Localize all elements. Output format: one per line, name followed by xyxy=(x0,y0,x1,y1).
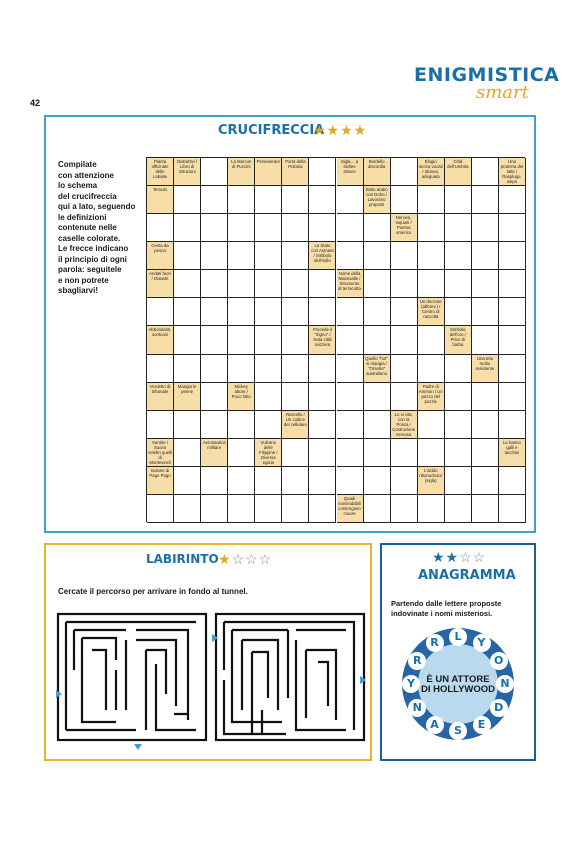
clue-text: Precede il "Signo" / Nota città svizzera xyxy=(312,327,332,348)
anagram-letter: L xyxy=(449,628,467,646)
clue-text: Una tela molto resistente xyxy=(475,355,495,371)
clue-text: Le hanno galli e tacchini xyxy=(502,439,521,455)
clue-text: Sentire / Suono celebri quelli di Monteverdi xyxy=(148,439,172,465)
answer-cell[interactable] xyxy=(255,298,282,326)
answer-cell[interactable] xyxy=(174,495,201,523)
answer-cell[interactable] xyxy=(201,158,228,186)
answer-cell[interactable] xyxy=(364,411,391,439)
answer-cell[interactable] xyxy=(201,383,228,411)
answer-cell[interactable] xyxy=(472,467,499,495)
answer-cell[interactable] xyxy=(228,495,255,523)
difficulty-stars: ★★★★ xyxy=(313,122,368,138)
anagram-clue xyxy=(408,675,508,695)
clue-text: Isolone di Pago Pago xyxy=(149,467,171,478)
anagram-letter: S xyxy=(449,722,467,740)
answer-cell[interactable] xyxy=(418,495,445,523)
answer-cell[interactable] xyxy=(309,214,336,242)
answer-cell[interactable] xyxy=(255,214,282,242)
answer-cell[interactable] xyxy=(418,186,445,214)
answer-cell[interactable] xyxy=(445,439,472,467)
answer-cell[interactable] xyxy=(282,495,309,523)
answer-cell[interactable] xyxy=(282,355,309,383)
answer-cell[interactable] xyxy=(364,495,391,523)
answer-cell[interactable] xyxy=(174,411,201,439)
clue-cell xyxy=(147,326,174,354)
instruction-line: con attenzione xyxy=(58,170,115,180)
crucifreccia-instructions xyxy=(58,160,144,297)
answer-cell[interactable] xyxy=(147,355,174,383)
answer-cell[interactable] xyxy=(391,298,418,326)
anagram-clue-line: DI HOLLYWOOD xyxy=(420,684,496,695)
anagram-letter: Y xyxy=(473,634,491,652)
crucifreccia-grid xyxy=(146,157,525,522)
answer-cell[interactable] xyxy=(364,298,391,326)
answer-cell[interactable] xyxy=(147,214,174,242)
answer-cell[interactable] xyxy=(391,383,418,411)
answer-cell[interactable] xyxy=(445,383,472,411)
instruction-line: contenute nelle xyxy=(58,223,117,232)
clue-cell xyxy=(337,270,364,298)
clue-text: Città dell'Umbria xyxy=(447,159,469,169)
anagram-letter: R xyxy=(408,652,426,670)
clue-cell xyxy=(445,326,472,354)
answer-cell[interactable] xyxy=(228,326,255,354)
answer-cell[interactable] xyxy=(472,495,499,523)
clue-cell xyxy=(391,214,418,242)
clue-text: Pianta officinale delle Labiate xyxy=(151,159,169,179)
clue-text: Quello "hot" si mangia / "Orsetto" australiano xyxy=(365,355,388,376)
instruction-line: sbagliarvi! xyxy=(58,286,99,295)
clue-cell xyxy=(337,158,364,186)
crucifreccia-title: CRUCIFRECCIA xyxy=(218,123,325,138)
clue-cell xyxy=(309,326,336,354)
answer-cell[interactable] xyxy=(228,242,255,270)
answer-cell[interactable] xyxy=(418,355,445,383)
clue-cell xyxy=(255,439,282,467)
answer-cell[interactable] xyxy=(337,326,364,354)
answer-cell[interactable] xyxy=(255,326,282,354)
answer-cell[interactable] xyxy=(174,270,201,298)
answer-cell[interactable] xyxy=(418,270,445,298)
instruction-line: Le frecce indicano xyxy=(58,244,129,253)
clue-cell xyxy=(147,242,174,270)
clue-cell xyxy=(418,158,445,186)
clue-text: Nervosi, inquieti / Poema omerico xyxy=(395,215,412,236)
answer-cell[interactable] xyxy=(255,467,282,495)
answer-cell[interactable] xyxy=(174,439,201,467)
answer-cell[interactable] xyxy=(364,439,391,467)
anagram-letter: N xyxy=(496,675,514,693)
clue-cell xyxy=(418,298,445,326)
clue-text: Simbolo dell'oro / Privo di barba xyxy=(449,327,466,348)
answer-cell[interactable] xyxy=(364,326,391,354)
answer-cell[interactable] xyxy=(174,298,201,326)
answer-cell[interactable] xyxy=(499,214,526,242)
answer-cell[interactable] xyxy=(174,214,201,242)
clue-text: Verdetto di tribunale xyxy=(149,383,171,394)
instruction-line: qui a lato, seguendo xyxy=(58,202,136,211)
answer-cell[interactable] xyxy=(282,298,309,326)
answer-cell[interactable] xyxy=(418,439,445,467)
answer-cell[interactable] xyxy=(364,383,391,411)
answer-cell[interactable] xyxy=(174,186,201,214)
clue-text: Sigla… a stellee strisce xyxy=(340,159,359,174)
clue-text: L'acido ribonucleico (sigla) xyxy=(419,467,443,483)
answer-cell[interactable] xyxy=(337,439,364,467)
clue-text: Bordello discordia xyxy=(367,159,386,169)
instruction-line: caselle colorate. xyxy=(58,233,121,243)
answer-cell[interactable] xyxy=(418,214,445,242)
clue-text: La Stato con Asmara / Simbolo dell'iridio xyxy=(311,243,334,264)
answer-cell[interactable] xyxy=(445,355,472,383)
answer-cell[interactable] xyxy=(174,242,201,270)
answer-cell[interactable] xyxy=(445,495,472,523)
clue-cell xyxy=(174,383,201,411)
answer-cell[interactable] xyxy=(472,383,499,411)
clue-cell xyxy=(364,158,391,186)
answer-cell[interactable] xyxy=(201,242,228,270)
answer-cell[interactable] xyxy=(472,242,499,270)
clue-text: Mangia le penne xyxy=(177,383,197,394)
answer-cell[interactable] xyxy=(391,270,418,298)
answer-cell[interactable] xyxy=(364,242,391,270)
answer-cell[interactable] xyxy=(309,383,336,411)
clue-text: Ruscello / Un codice del cellulare xyxy=(283,411,307,427)
answer-cell[interactable] xyxy=(499,383,526,411)
answer-cell[interactable] xyxy=(472,186,499,214)
answer-cell[interactable] xyxy=(418,411,445,439)
answer-cell[interactable] xyxy=(391,326,418,354)
clue-text: Nome della Mairevalle / Strumento di terracotta xyxy=(338,271,361,292)
answer-cell[interactable] xyxy=(282,383,309,411)
answer-cell[interactable] xyxy=(201,326,228,354)
anagram-letter: R xyxy=(426,634,444,652)
answer-cell[interactable] xyxy=(499,411,526,439)
anagram-letter: O xyxy=(490,652,508,670)
answer-cell[interactable] xyxy=(472,298,499,326)
maze[interactable] xyxy=(56,610,368,750)
answer-cell[interactable] xyxy=(255,242,282,270)
answer-cell[interactable] xyxy=(499,298,526,326)
answer-cell[interactable] xyxy=(337,242,364,270)
answer-cell[interactable] xyxy=(309,298,336,326)
answer-cell[interactable] xyxy=(201,298,228,326)
answer-cell[interactable] xyxy=(228,298,255,326)
answer-cell[interactable] xyxy=(201,467,228,495)
answer-cell[interactable] xyxy=(472,214,499,242)
anagramma-instructions: Partendo dalle lettere proposte indovinate i nomi misteriosi. xyxy=(391,599,502,618)
answer-cell[interactable] xyxy=(228,411,255,439)
clue-text: Aeronautica militare xyxy=(202,439,226,450)
labirinto-title: LABIRINTO xyxy=(146,552,219,566)
clue-text: La Marcon di Puccini xyxy=(231,159,252,169)
answer-cell[interactable] xyxy=(364,270,391,298)
answer-cell[interactable] xyxy=(309,186,336,214)
answer-cell[interactable] xyxy=(228,467,255,495)
clue-cell xyxy=(147,186,174,214)
answer-cell[interactable] xyxy=(201,270,228,298)
answer-cell[interactable] xyxy=(309,411,336,439)
answer-cell[interactable] xyxy=(337,298,364,326)
answer-cell[interactable] xyxy=(309,355,336,383)
answer-cell[interactable] xyxy=(499,467,526,495)
answer-cell[interactable] xyxy=(174,467,201,495)
answer-cell[interactable] xyxy=(391,158,418,186)
answer-cell[interactable] xyxy=(445,467,472,495)
answer-cell[interactable] xyxy=(255,383,282,411)
answer-cell[interactable] xyxy=(228,214,255,242)
answer-cell[interactable] xyxy=(282,242,309,270)
clue-cell xyxy=(499,158,526,186)
clue-cell xyxy=(147,158,174,186)
answer-cell[interactable] xyxy=(391,242,418,270)
clue-cell xyxy=(364,186,391,214)
clue-text: Un docente (abbrev.) / Centro di raccolta xyxy=(419,299,442,320)
clue-cell xyxy=(147,439,174,467)
clue-cell xyxy=(147,467,174,495)
answer-cell[interactable] xyxy=(228,355,255,383)
answer-cell[interactable] xyxy=(337,411,364,439)
answer-cell[interactable] xyxy=(147,298,174,326)
answer-cell[interactable] xyxy=(391,186,418,214)
clue-cell xyxy=(391,411,418,439)
maze-exit-arrow xyxy=(134,744,142,750)
answer-cell[interactable] xyxy=(391,495,418,523)
clue-text: Abbondanti, sontuosi xyxy=(148,327,172,338)
answer-cell[interactable] xyxy=(445,298,472,326)
answer-cell[interactable] xyxy=(228,439,255,467)
answer-cell[interactable] xyxy=(201,355,228,383)
answer-cell[interactable] xyxy=(364,214,391,242)
answer-cell[interactable] xyxy=(255,270,282,298)
clue-cell xyxy=(147,270,174,298)
answer-cell[interactable] xyxy=(391,439,418,467)
answer-cell[interactable] xyxy=(445,411,472,439)
instruction-line: le definizioni xyxy=(58,212,107,222)
answer-cell[interactable] xyxy=(201,186,228,214)
answer-cell[interactable] xyxy=(337,186,364,214)
clue-text: Cesta da pesca xyxy=(151,243,169,254)
instruction-line: Compilate xyxy=(58,160,97,169)
clue-text: Una proteina del latte / Rasplugo, siepe xyxy=(500,159,524,184)
clue-cell xyxy=(147,383,174,411)
answer-cell[interactable] xyxy=(472,439,499,467)
answer-cell[interactable] xyxy=(174,355,201,383)
clue-cell xyxy=(174,158,201,186)
answer-cell[interactable] xyxy=(309,158,336,186)
answer-cell[interactable] xyxy=(391,355,418,383)
clue-text: Porta della Polonia xyxy=(285,159,306,169)
clue-cell xyxy=(201,439,228,467)
answer-cell[interactable] xyxy=(499,495,526,523)
instruction-line: il principio di ogni xyxy=(58,254,127,264)
crucifreccia-stars xyxy=(313,122,367,139)
answer-cell[interactable] xyxy=(201,214,228,242)
answer-cell[interactable] xyxy=(499,186,526,214)
answer-cell[interactable] xyxy=(309,270,336,298)
answer-cell[interactable] xyxy=(282,326,309,354)
answer-cell[interactable] xyxy=(472,158,499,186)
clue-cell xyxy=(418,467,445,495)
answer-cell[interactable] xyxy=(282,186,309,214)
instruction-line: e non potrete xyxy=(58,275,109,285)
answer-cell[interactable] xyxy=(147,411,174,439)
answer-cell[interactable] xyxy=(255,495,282,523)
answer-cell[interactable] xyxy=(337,355,364,383)
brand-title: ENIGMISTICA xyxy=(414,64,560,86)
anagramma-stars: ★★☆☆ xyxy=(432,549,487,565)
maze-walls xyxy=(58,614,364,740)
clue-text: Elogio senza vocali / Idonea, adeguata xyxy=(418,159,443,179)
clue-text: Stato arabo con Doha / Lavorano proposti xyxy=(365,187,388,208)
answer-cell[interactable] xyxy=(282,214,309,242)
clue-cell xyxy=(445,158,472,186)
answer-cell[interactable] xyxy=(337,383,364,411)
answer-cell[interactable] xyxy=(391,467,418,495)
clue-cell xyxy=(418,383,445,411)
clue-cell xyxy=(228,158,255,186)
answer-cell[interactable] xyxy=(364,467,391,495)
answer-cell[interactable] xyxy=(445,270,472,298)
instruction-line: parola: seguitele xyxy=(58,265,122,274)
anagram-clue-line: È UN ATTORE xyxy=(426,674,490,685)
clue-text: Mickey attore / Poco folto xyxy=(231,383,251,399)
answer-cell[interactable] xyxy=(499,326,526,354)
answer-cell[interactable] xyxy=(309,467,336,495)
answer-cell[interactable] xyxy=(228,186,255,214)
answer-cell[interactable] xyxy=(472,411,499,439)
answer-cell[interactable] xyxy=(337,467,364,495)
answer-cell[interactable] xyxy=(472,270,499,298)
answer-cell[interactable] xyxy=(282,467,309,495)
answer-cell[interactable] xyxy=(282,270,309,298)
answer-cell[interactable] xyxy=(499,242,526,270)
anagram-letter: D xyxy=(490,699,508,717)
clue-cell xyxy=(364,355,391,383)
page-number: 42 xyxy=(30,98,41,108)
clue-text: Lo si cita, con la Posca / Costruzione nervosa xyxy=(392,411,416,437)
clue-cell xyxy=(255,158,282,186)
answer-cell[interactable] xyxy=(309,439,336,467)
clue-cell xyxy=(472,355,499,383)
clue-cell xyxy=(337,495,364,523)
clue-text: Andati fuori / Disastri xyxy=(149,271,171,282)
answer-cell[interactable] xyxy=(418,242,445,270)
clue-text: Quadi mossodabili contengono cruore xyxy=(338,495,361,516)
answer-cell[interactable] xyxy=(337,214,364,242)
clue-cell xyxy=(499,439,526,467)
instruction-line: del crucifreccia xyxy=(58,191,117,201)
clue-cell xyxy=(228,383,255,411)
answer-cell[interactable] xyxy=(445,242,472,270)
clue-text: Perseverare xyxy=(256,159,281,164)
clue-text: Temuto xyxy=(152,187,168,193)
clue-text: Padre di Ammon / Un pezzo del puzzle xyxy=(418,383,443,404)
answer-cell[interactable] xyxy=(147,495,174,523)
anagramma-title: ANAGRAMMA xyxy=(418,568,516,583)
answer-cell[interactable] xyxy=(228,270,255,298)
instruction-line: lo schema xyxy=(58,181,98,190)
answer-cell[interactable] xyxy=(201,411,228,439)
clue-cell xyxy=(282,411,309,439)
anagram-letter: A xyxy=(426,716,444,734)
answer-cell[interactable] xyxy=(445,214,472,242)
answer-cell[interactable] xyxy=(255,411,282,439)
answer-cell[interactable] xyxy=(282,439,309,467)
anagram-letter: N xyxy=(408,699,426,717)
clue-text: Distruttivi / Libro di istruzioni xyxy=(177,159,198,174)
labirinto-instructions: Cercate il percorso per arrivare in fondo al tunnel. xyxy=(58,587,248,596)
answer-cell[interactable] xyxy=(174,326,201,354)
clue-cell xyxy=(282,158,309,186)
answer-cell[interactable] xyxy=(445,186,472,214)
answer-cell[interactable] xyxy=(499,270,526,298)
answer-cell[interactable] xyxy=(472,326,499,354)
labirinto-stars: ★☆☆☆ xyxy=(218,551,273,567)
answer-cell[interactable] xyxy=(201,495,228,523)
answer-cell[interactable] xyxy=(418,326,445,354)
answer-cell[interactable] xyxy=(499,355,526,383)
brand-subtitle: smart xyxy=(476,82,529,103)
clue-text: Vulcano delle Filippine / Diversa egizia xyxy=(259,439,278,465)
answer-cell[interactable] xyxy=(255,355,282,383)
answer-cell[interactable] xyxy=(309,495,336,523)
anagram-letter: Y xyxy=(402,675,420,693)
anagram-letter: E xyxy=(473,716,491,734)
answer-cell[interactable] xyxy=(255,186,282,214)
clue-cell xyxy=(309,242,336,270)
